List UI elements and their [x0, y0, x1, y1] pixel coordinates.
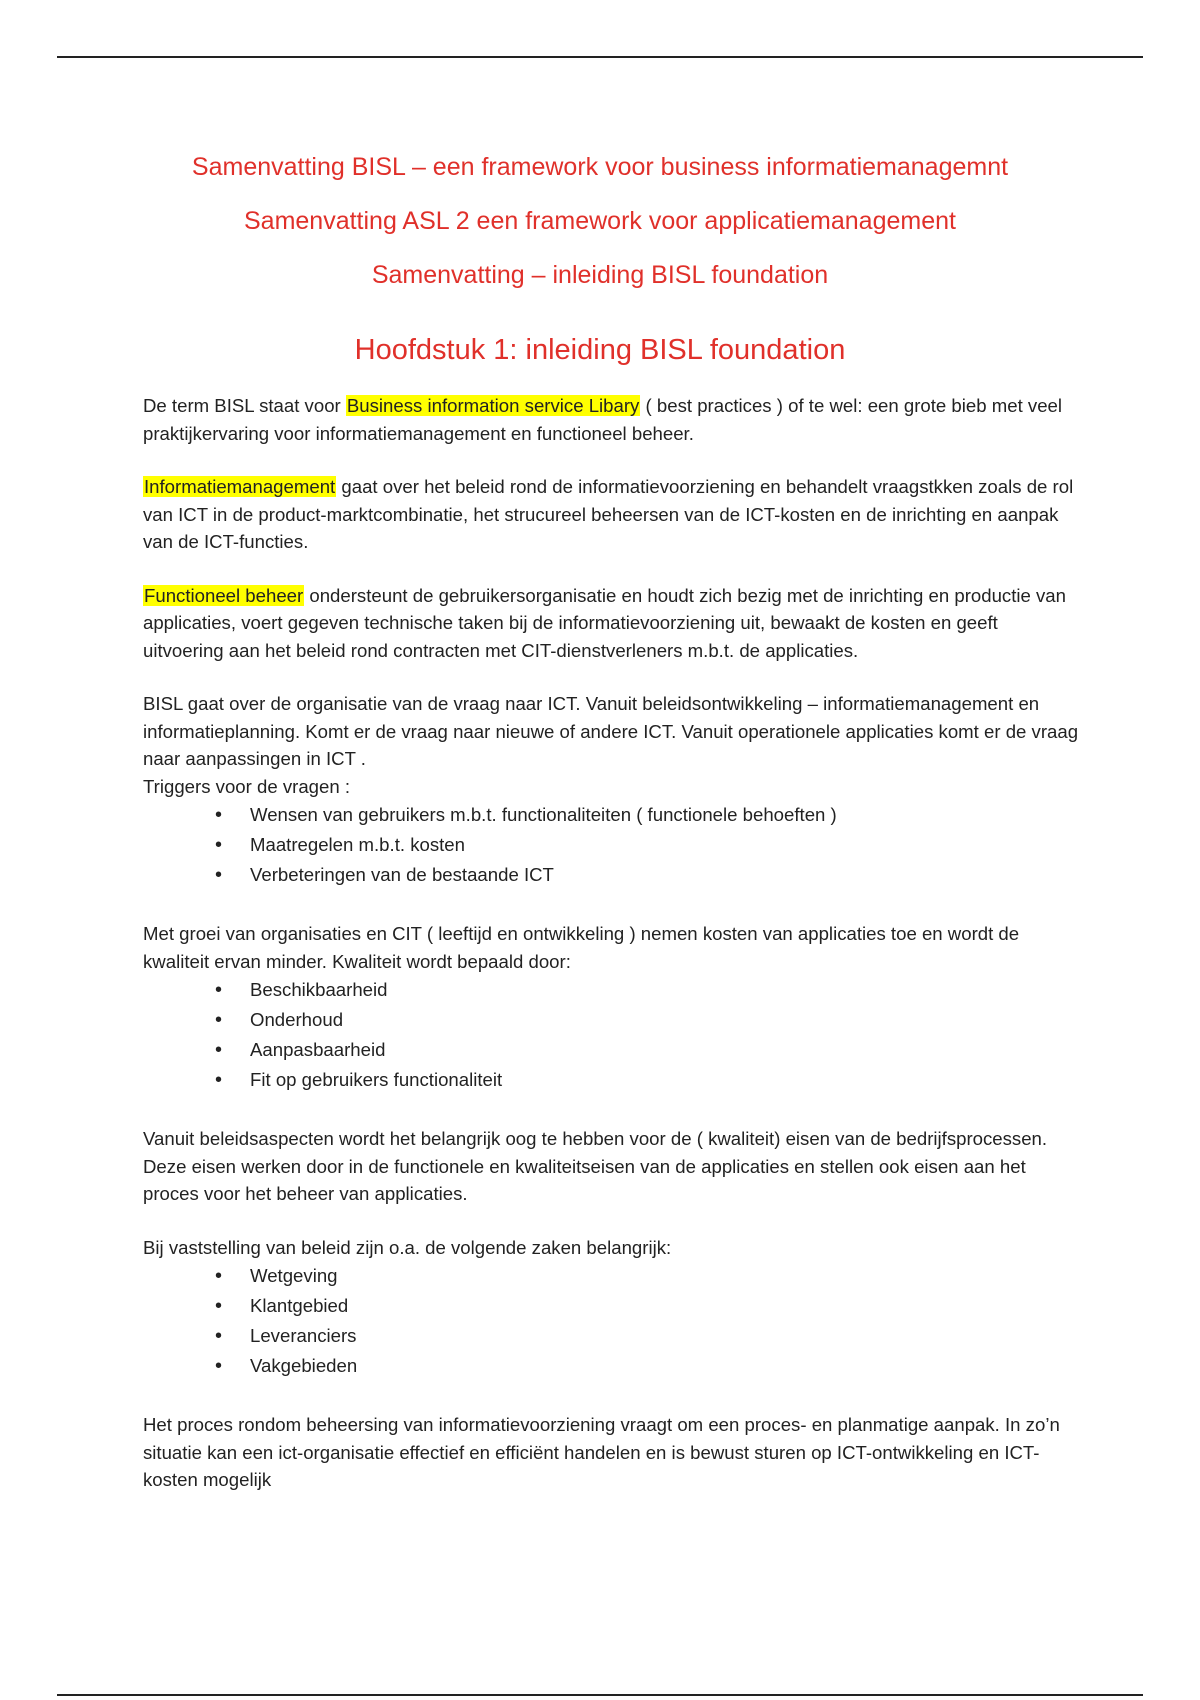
highlight-informatiemanagement: Informatiemanagement: [144, 476, 336, 497]
paragraph-bisl-vraag: BISL gaat over de organisatie van de vraag naar ICT. Vanuit beleidsontwikkeling – informatiemanagement en informatieplanning. Komt er de vraag naar nieuwe of andere ICT. Vanuit operationele applicaties komt er de vraag naar aanpassingen in ICT .: [143, 693, 1079, 769]
list-triggers: [143, 800, 1083, 890]
highlight-bisl: Business information service Libary: [346, 395, 640, 416]
paragraph-functioneel-beheer: Functioneel beheer ondersteunt de gebruikersorganisatie en houdt zich bezig met de inrichting en productie van applicaties, voert gegeven technische taken bij de informatievoorziening uit, bewaakt de kosten en geeft uitvoering aan het beleid rond contracten met CIT-dienstverleners m.b.t. de applicaties.: [143, 584, 1066, 661]
paragraph-proces: Het proces rondom beheersing van informatievoorziening vraagt om een proces- en planmatige aanpak. In zo’n situatie kan een ict-organisatie effectief en efficiënt handelen en is bewust sturen op ICT-ontwikkeling en ICT-kosten mogelijk: [143, 1414, 1060, 1490]
document-body: [143, 392, 1083, 1520]
list-item: • Klantgebied: [215, 1291, 1083, 1321]
chapter-heading: Hoofdstuk 1: inleiding BISL foundation: [354, 334, 846, 366]
paragraph-bisl-term: De term BISL staat voor Business information service Libary ( best practices ) of te wel: een grote bieb met veel praktijkervaring voor informatiemanagement en functioneel beheer.: [143, 395, 1063, 444]
list-item: • Maatregelen m.b.t. kosten: [215, 830, 1083, 860]
document-titles: [0, 140, 1200, 302]
summary-title-bisl: Samenvatting BISL – een framework voor business informatiemanagemnt: [191, 153, 1009, 181]
list-item: • Onderhoud: [215, 1005, 1083, 1035]
list-item: • Leveranciers: [215, 1321, 1083, 1351]
summary-title-foundation: Samenvatting – inleiding BISL foundation: [371, 261, 829, 289]
bottom-rule: [57, 1694, 1143, 1696]
list-item: • Fit op gebruikers functionaliteit: [215, 1065, 1083, 1095]
list-item: • Beschikbaarheid: [215, 975, 1083, 1005]
paragraph-beleidsaspecten: Vanuit beleidsaspecten wordt het belangrijk oog te hebben voor de ( kwaliteit) eisen van de bedrijfsprocessen. Deze eisen werken door in de functionele en kwaliteitseisen van de applicaties en stellen ook eisen aan het proces voor het beheer van applicaties.: [143, 1128, 1048, 1204]
list-beleid: [143, 1261, 1083, 1381]
summary-title-asl: Samenvatting ASL 2 een framework voor applicatiemanagement: [244, 207, 956, 235]
paragraph-informatiemanagement: Informatiemanagement gaat over het beleid rond de informatievoorziening en behandelt vraagstkken zoals de rol van ICT in de product-marktcombinatie, het strucureel beheersen van de ICT-kosten en de inrichting en aanpak van de ICT-functies.: [143, 476, 1074, 552]
list-kwaliteit: [143, 975, 1083, 1095]
list-item: • Vakgebieden: [215, 1351, 1083, 1381]
list-item: • Aanpasbaarheid: [215, 1035, 1083, 1065]
top-rule: [57, 56, 1143, 58]
paragraph-kwaliteit: Met groei van organisaties en CIT ( leeftijd en ontwikkeling ) nemen kosten van applicaties toe en wordt de kwaliteit ervan minder. Kwaliteit wordt bepaald door:: [143, 923, 1020, 972]
paragraph-vaststelling: Bij vaststelling van beleid zijn o.a. de volgende zaken belangrijk:: [143, 1236, 672, 1258]
list-item: • Wensen van gebruikers m.b.t. functionaliteiten ( functionele behoeften ): [215, 800, 1083, 830]
list-item: • Wetgeving: [215, 1261, 1083, 1291]
list-item: • Verbeteringen van de bestaande ICT: [215, 860, 1083, 890]
triggers-label: Triggers voor de vragen :: [143, 775, 351, 797]
highlight-functioneel-beheer: Functioneel beheer: [144, 584, 304, 606]
